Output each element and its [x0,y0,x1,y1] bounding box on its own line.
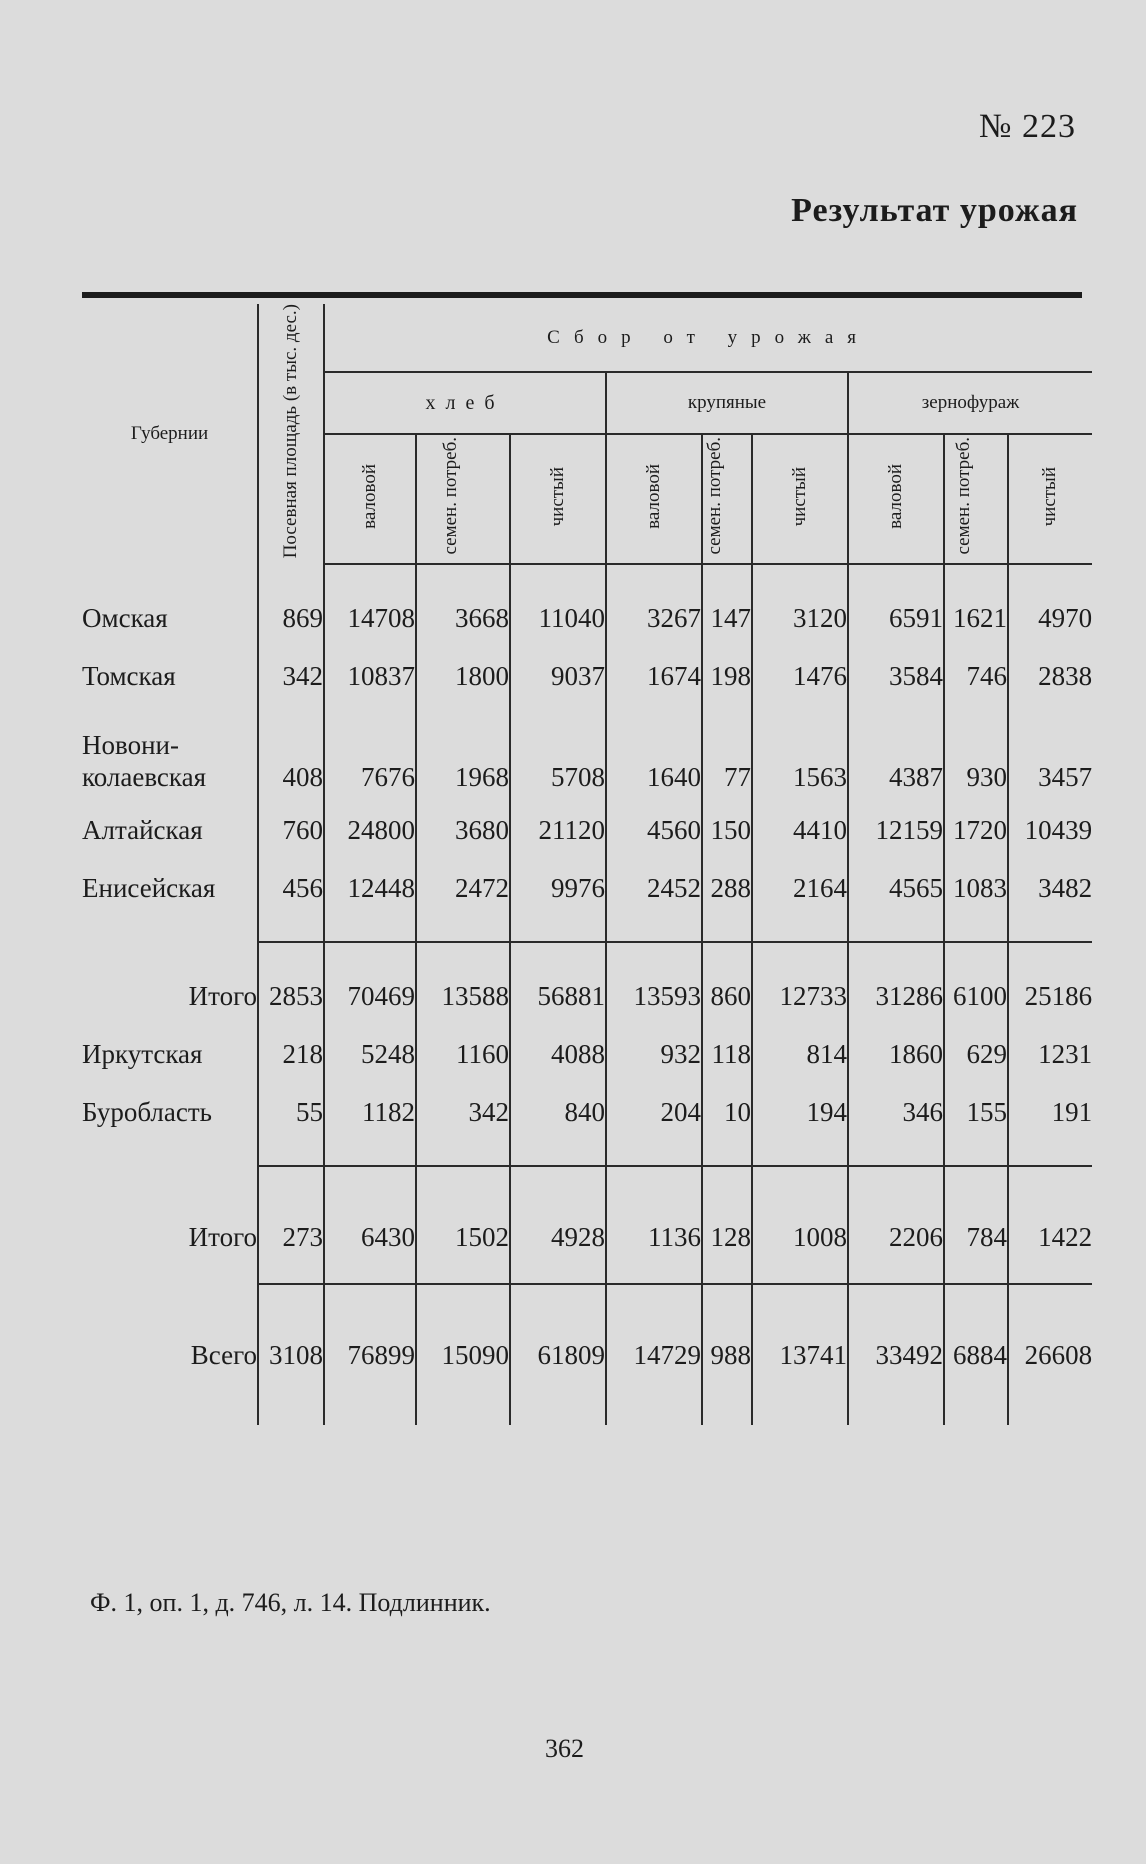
region-name: Иркутская [82,1038,203,1069]
table-cell: 1231 [1008,1025,1092,1083]
table-cell: 1563 [752,705,848,801]
table-cell: 21120 [510,801,606,859]
table-cell: 70469 [324,967,416,1025]
region-name: Итого [188,1222,257,1253]
separator-row [82,1141,1092,1166]
separator-row [82,1166,1092,1191]
header-harvest: Сбор от урожая [324,304,1092,372]
table-cell: 4565 [848,859,944,917]
table-cell: 4928 [510,1191,606,1284]
header-fodder-seed: семен. потреб. [944,434,1008,564]
table-cell: 1860 [848,1025,944,1083]
table-cell: 26608 [1008,1309,1092,1401]
table-cell: 25186 [1008,967,1092,1025]
separator-row [82,564,1092,589]
table-cell: 55 [258,1083,324,1141]
table-cell: 746 [944,647,1008,705]
table-row [82,1083,1092,1141]
table-cell: 342 [416,1083,510,1141]
table-row [82,705,1092,801]
page-number: 362 [545,1734,584,1763]
table-cell: 4088 [510,1025,606,1083]
table-cell: 7676 [324,705,416,801]
table-cell: 155 [944,1083,1008,1141]
table-row [82,1309,1092,1401]
table-cell: 9976 [510,859,606,917]
table-cell: 13741 [752,1309,848,1401]
table-cell: 4560 [606,801,702,859]
table-cell: 33492 [848,1309,944,1401]
table-cell: 1502 [416,1191,510,1284]
table-cell: 3680 [416,801,510,859]
table-cell: 3584 [848,647,944,705]
table-cell: 13593 [606,967,702,1025]
table-row [82,859,1092,917]
table-cell: 2206 [848,1191,944,1284]
header-fodder: зернофураж [848,372,1092,434]
table-row [82,647,1092,705]
region-name: Новони- колаевская [82,729,207,792]
table-cell: 346 [848,1083,944,1141]
table-cell: 1968 [416,705,510,801]
header-fodder-net: чистый [1008,434,1092,564]
table-cell: 191 [1008,1083,1092,1141]
table-cell: 5708 [510,705,606,801]
header-groats-net: чистый [752,434,848,564]
table-cell: 12733 [752,967,848,1025]
table-cell: 13588 [416,967,510,1025]
table-cell: 12448 [324,859,416,917]
table-cell: 128 [702,1191,752,1284]
table-row [82,1191,1092,1284]
separator-row [82,942,1092,967]
table-row [82,967,1092,1025]
table-cell: 3108 [258,1309,324,1401]
table-row [82,1025,1092,1083]
table-cell: 1640 [606,705,702,801]
table-cell: 1008 [752,1191,848,1284]
header-bread-net: чистый [510,434,606,564]
table-cell: 2452 [606,859,702,917]
top-rule [82,292,1082,298]
table-cell: 204 [606,1083,702,1141]
table-cell: 930 [944,705,1008,801]
table-cell: 12159 [848,801,944,859]
table-cell: 408 [258,705,324,801]
table-cell: 76899 [324,1309,416,1401]
separator-row [82,1401,1092,1425]
table-cell: 288 [702,859,752,917]
table-cell: 840 [510,1083,606,1141]
table-cell: 10837 [324,647,416,705]
table-cell: 932 [606,1025,702,1083]
table-cell: 61809 [510,1309,606,1401]
table-cell: 10439 [1008,801,1092,859]
header-bread: хлеб [324,372,606,434]
table-cell: 2838 [1008,647,1092,705]
table-cell: 3482 [1008,859,1092,917]
table-cell: 456 [258,859,324,917]
table-cell: 1800 [416,647,510,705]
table-cell: 3120 [752,589,848,647]
table-cell: 6884 [944,1309,1008,1401]
table-cell: 1182 [324,1083,416,1141]
table-cell: 814 [752,1025,848,1083]
table-cell: 11040 [510,589,606,647]
table-cell: 118 [702,1025,752,1083]
table-row [82,801,1092,859]
header-groats-seed: семен. потреб. [702,434,752,564]
header-fodder-gross: валовой [848,434,944,564]
region-name: Томская [82,660,176,691]
table-cell: 2472 [416,859,510,917]
table-cell: 342 [258,647,324,705]
header-area: Посевная площадь (в тыс. дес.) [258,304,324,564]
table-cell: 1136 [606,1191,702,1284]
table-cell: 784 [944,1191,1008,1284]
table-cell: 10 [702,1083,752,1141]
table-cell: 4387 [848,705,944,801]
table-cell: 760 [258,801,324,859]
separator-row [82,1284,1092,1309]
region-name: Енисейская [82,872,216,903]
table-row [82,589,1092,647]
table-cell: 5248 [324,1025,416,1083]
table-cell: 147 [702,589,752,647]
table-cell: 14729 [606,1309,702,1401]
table-cell: 198 [702,647,752,705]
table-cell: 1160 [416,1025,510,1083]
table-cell: 869 [258,589,324,647]
table-cell: 31286 [848,967,944,1025]
table-cell: 1674 [606,647,702,705]
separator-row [82,917,1092,942]
table-cell: 14708 [324,589,416,647]
table-cell: 1720 [944,801,1008,859]
region-name: Буробласть [82,1096,212,1127]
table-cell: 15090 [416,1309,510,1401]
region-name: Алтайская [82,814,203,845]
table-cell: 2164 [752,859,848,917]
table-cell: 194 [752,1083,848,1141]
region-name: Омская [82,602,168,633]
table-cell: 56881 [510,967,606,1025]
table-cell: 860 [702,967,752,1025]
table-cell: 1621 [944,589,1008,647]
table-cell: 24800 [324,801,416,859]
table-cell: 3457 [1008,705,1092,801]
source-note: Ф. 1, оп. 1, д. 746, л. 14. Подлинник. [90,1588,491,1617]
document-number: № 223 [979,108,1076,145]
table-cell: 3267 [606,589,702,647]
header-region: Губернии [130,423,209,445]
table-cell: 2853 [258,967,324,1025]
header-groats-gross: валовой [606,434,702,564]
table-cell: 1422 [1008,1191,1092,1284]
document-title: Результат урожая [791,192,1078,229]
header-bread-gross: валовой [324,434,416,564]
header-bread-seed: семен. потреб. [416,434,510,564]
table-cell: 218 [258,1025,324,1083]
table-cell: 4410 [752,801,848,859]
table-cell: 629 [944,1025,1008,1083]
table-cell: 9037 [510,647,606,705]
table-cell: 6591 [848,589,944,647]
table-cell: 1083 [944,859,1008,917]
region-name: Итого [188,980,257,1011]
table-cell: 1476 [752,647,848,705]
header-groats: крупяные [606,372,848,434]
table-cell: 6430 [324,1191,416,1284]
table-cell: 6100 [944,967,1008,1025]
region-name: Всего [190,1339,257,1370]
table-cell: 273 [258,1191,324,1284]
table-cell: 150 [702,801,752,859]
table-cell: 77 [702,705,752,801]
table-cell: 988 [702,1309,752,1401]
harvest-table [82,304,1092,1425]
table-cell: 4970 [1008,589,1092,647]
table-cell: 3668 [416,589,510,647]
